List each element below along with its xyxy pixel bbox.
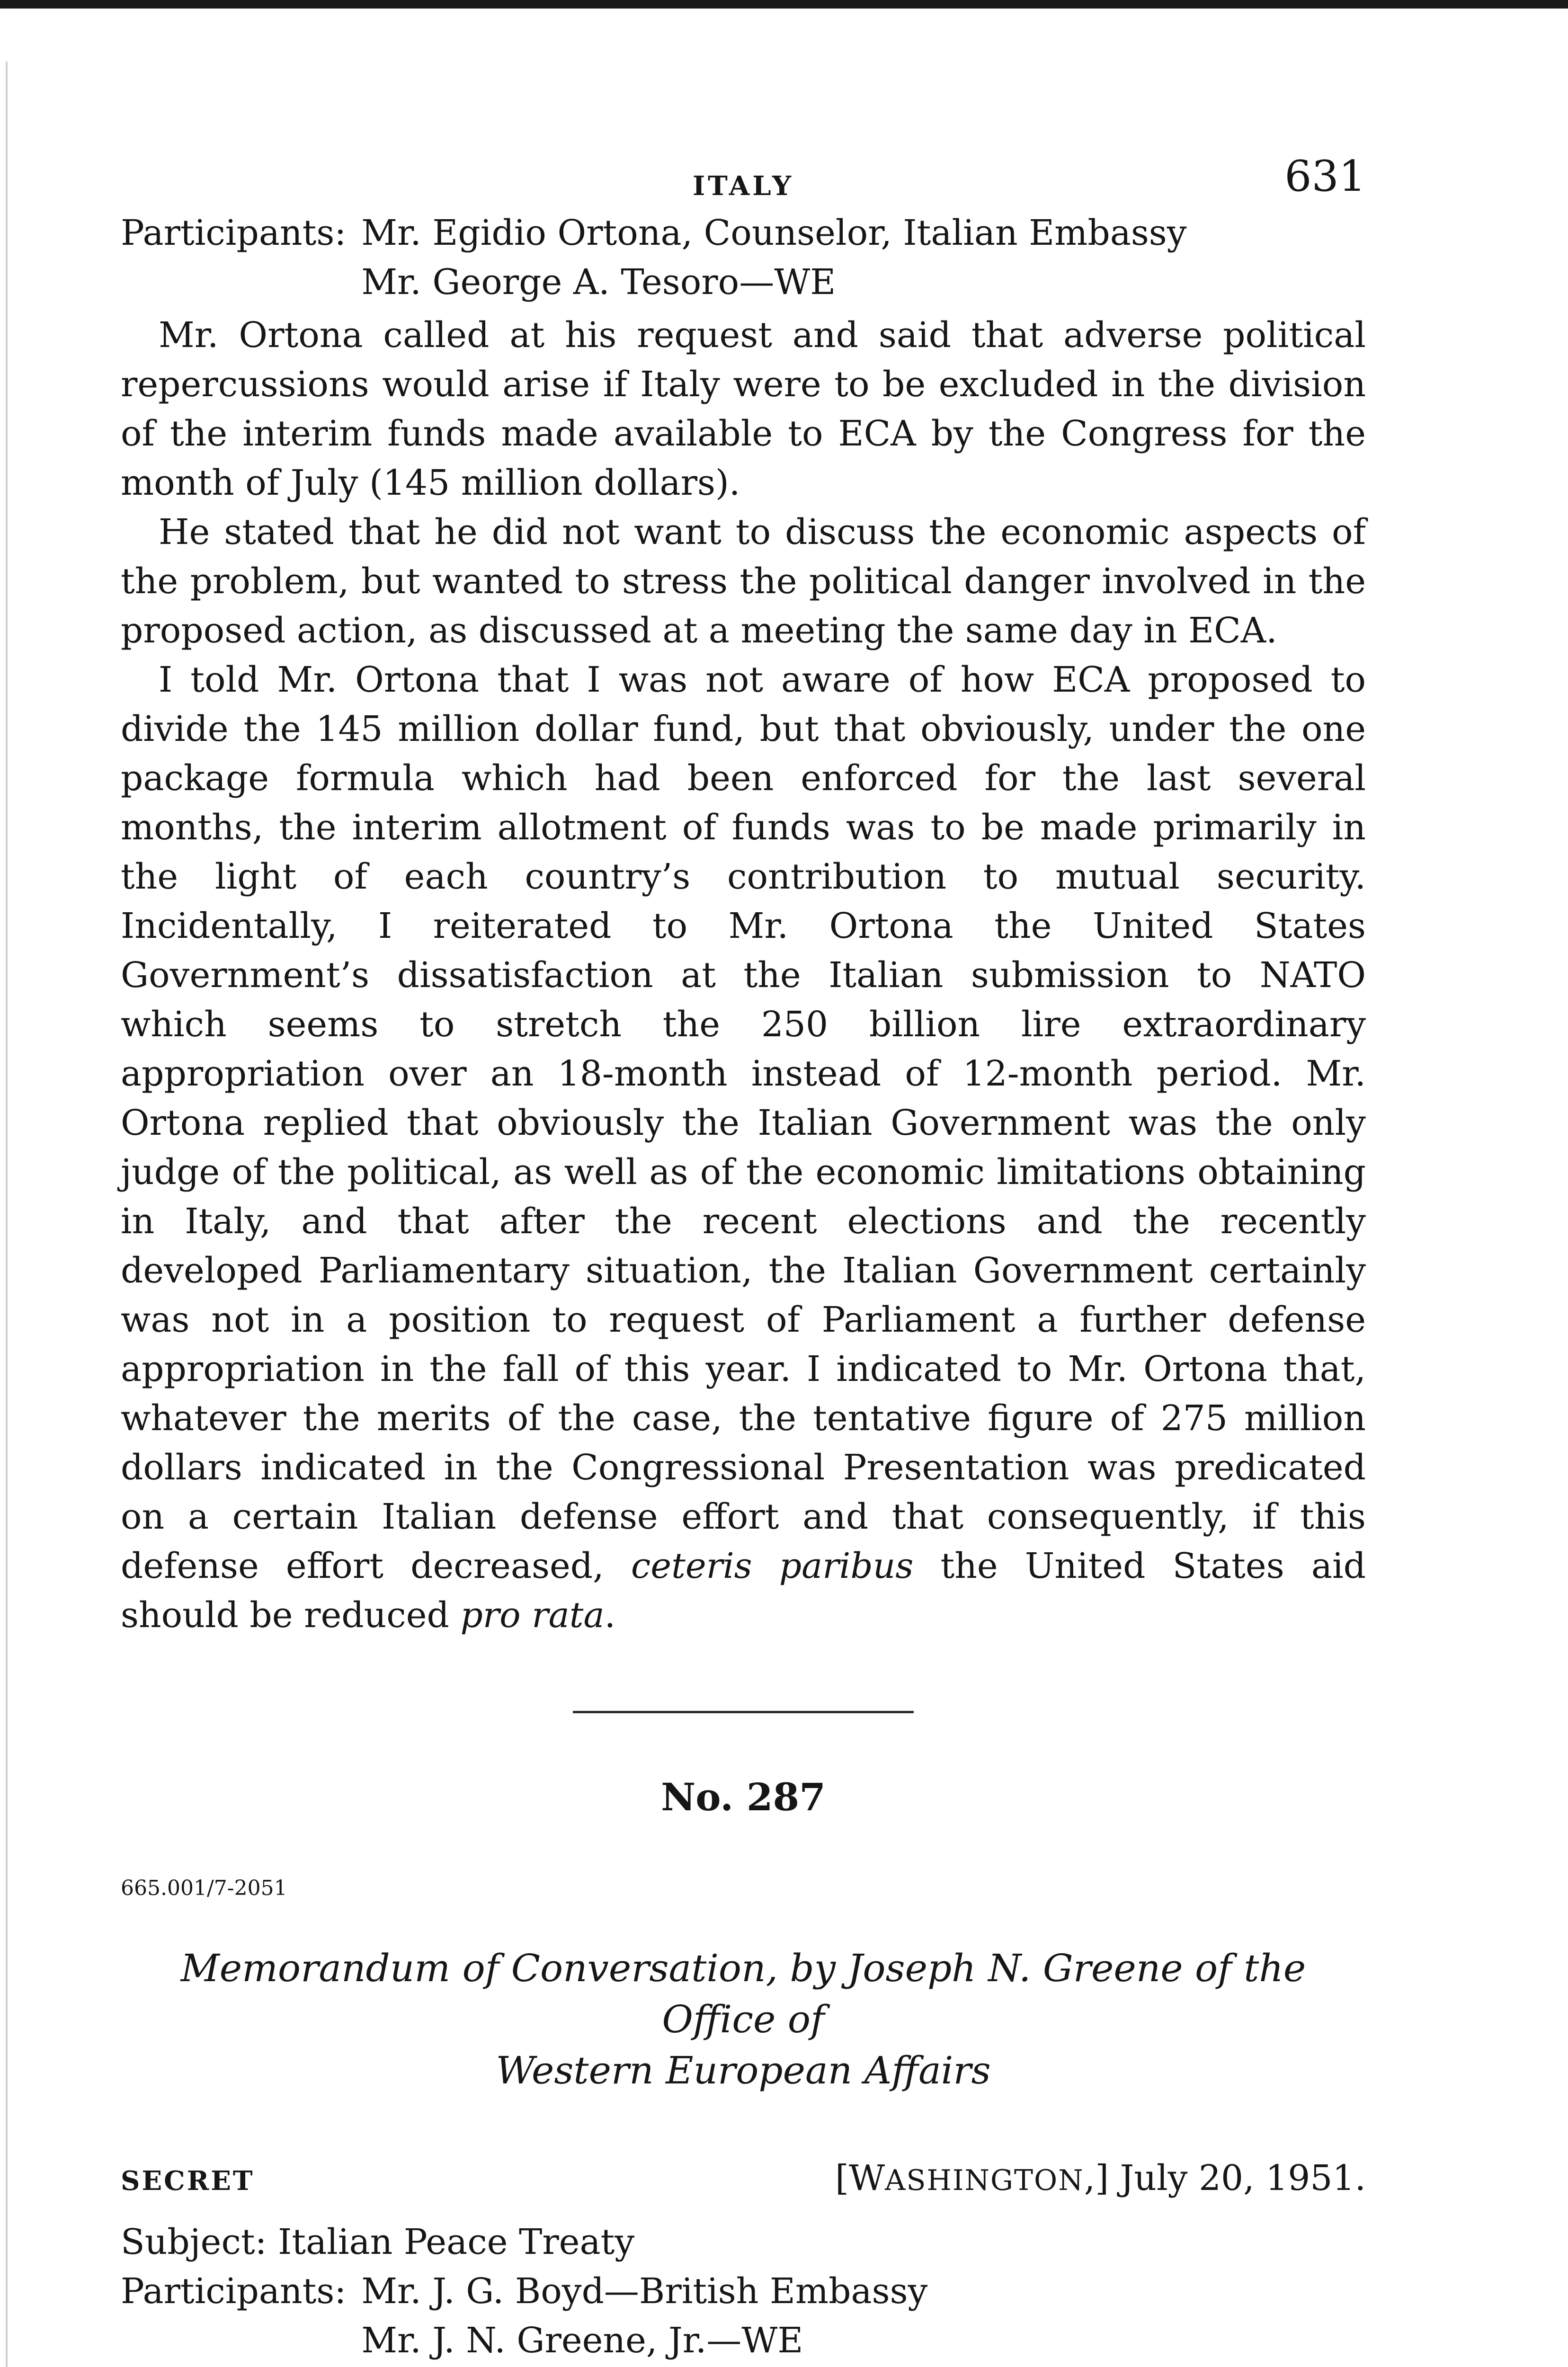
first-memo xyxy=(121,208,1366,1640)
file-number: 665.001/7-2051 xyxy=(121,1876,287,1900)
participants-label: Participants: xyxy=(121,213,347,253)
page-number: 631 xyxy=(1284,151,1366,201)
page-top-edge xyxy=(0,0,1568,9)
paragraph xyxy=(121,655,1366,1640)
page-left-edge xyxy=(6,62,8,2367)
document-number: No. 287 xyxy=(661,1775,826,1819)
italic-phrase: ceteris paribus xyxy=(631,1546,914,1586)
place-name: ASHINGTON xyxy=(885,2164,1084,2197)
participants-list xyxy=(361,2267,1366,2365)
heading-line: Memorandum of Conversation, by Joseph N. Greene of the Office of xyxy=(180,1946,1306,2041)
date: July 20, 1951. xyxy=(1120,2158,1366,2198)
dateline xyxy=(121,2158,1366,2198)
section-divider xyxy=(573,1711,914,1713)
paragraph: Mr. Ortona called at his request and said that adverse political repercussions would arise if Italy were to be excluded in the division of the interim funds made available to ECA by the Congress for the month of July (145 million dollars). xyxy=(121,315,1366,503)
participant: Mr. Egidio Ortona, Counselor, Italian Embassy xyxy=(361,213,1187,253)
subject-line: Subject: Italian Peace Treaty xyxy=(121,2222,635,2262)
paragraph-text: I told Mr. Ortona that I was not aware of how ECA proposed to divide the 145 million dollar fund, but that obviously, under the one package formula which had been enforced for the last several months, the interim allotment of funds was to be made primarily in the light of each country’s contribution to mutual security. Incidentally, I reiterated to Mr. Ortona the United States Government’s dissatisfaction at the Italian submission to NATO which seems to stretch the 250 billion lire extraordinary appropriation over an 18-month instead of 12-month period. Mr. Ortona replied that obviously the Italian Government was the only judge of the political, as well as of the economic limitations obtaining in Italy, and that after the recent elections and the recently developed Parliamentary situation, the Italian Government certainly was not in a position to request of Parliament a further defense appropriation in the fall of this year. I indicated to Mr. Ortona that, whatever the merits of the case, the tentative figure of 275 million dollars indicated in the Congressional Presentation was predicated on a certain Italian defense effort and that consequently, if this defense effort decreased, xyxy=(121,659,1366,1586)
italic-phrase: pro rata xyxy=(460,1595,605,1636)
paragraph: He stated that he did not want to discuss the economic aspects of the problem, but wanted to stress the political danger involved in the proposed action, as discussed at a meeting the same day in ECA. xyxy=(121,512,1366,651)
classification-label: SECRET xyxy=(121,2165,255,2197)
place-and-date xyxy=(835,2158,1366,2198)
participants-list xyxy=(361,208,1366,307)
place-bracket: ,] xyxy=(1084,2158,1109,2198)
running-head xyxy=(121,142,1366,208)
participants-label: Participants: xyxy=(121,2271,347,2312)
paragraph-text: . xyxy=(604,1595,616,1636)
document-page xyxy=(121,142,1366,2367)
participant: Mr. J. G. Boyd—British Embassy xyxy=(361,2271,928,2312)
heading-line: Western European Affairs xyxy=(496,2048,991,2092)
place-initial: W xyxy=(849,2158,885,2198)
place-bracket: [ xyxy=(835,2158,849,2198)
participants-block xyxy=(121,208,1366,307)
paragraph-text: the United States aid should be reduced xyxy=(121,1546,1366,1636)
running-title: ITALY xyxy=(692,170,794,202)
participants-block xyxy=(121,2267,1366,2365)
document-heading xyxy=(121,1943,1366,2096)
second-memo xyxy=(121,2217,1366,2365)
participant: Mr. J. N. Greene, Jr.—WE xyxy=(361,2320,803,2361)
participant: Mr. George A. Tesoro—WE xyxy=(361,262,836,303)
